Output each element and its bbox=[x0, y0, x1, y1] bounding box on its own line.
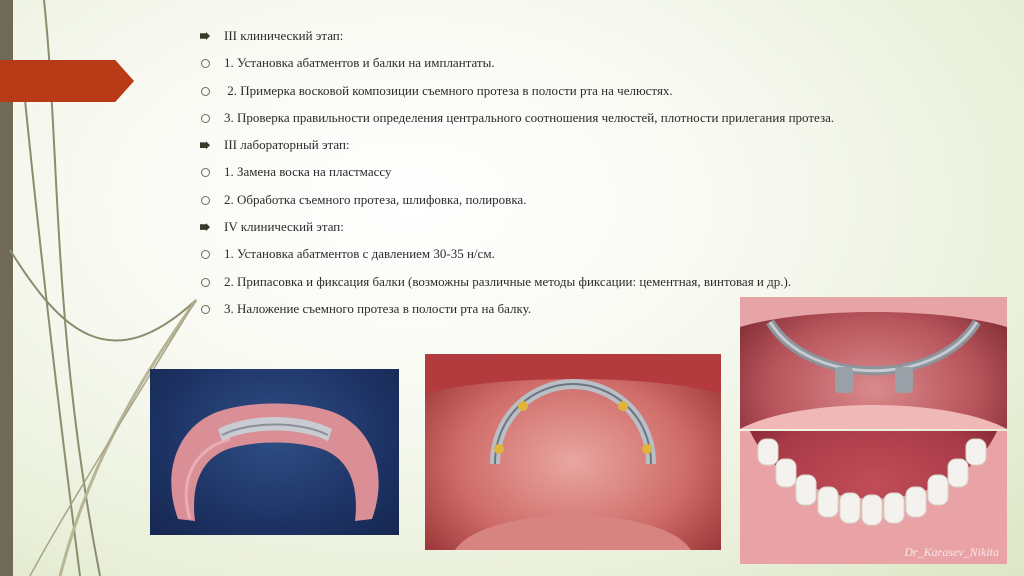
list-item-text: III лабораторный этап: bbox=[224, 137, 350, 153]
list-item bbox=[198, 27, 834, 54]
denture-with-bar-clip-photo bbox=[150, 369, 399, 535]
list-item bbox=[198, 191, 834, 218]
watermark-text: Dr_Karasev_Nikita bbox=[904, 545, 999, 559]
upper-jaw-bar-photo bbox=[425, 354, 721, 550]
list-item bbox=[198, 300, 834, 327]
bullet-list bbox=[198, 27, 834, 327]
list-item-text: 1. Установка абатментов и балки на имплантаты. bbox=[224, 55, 495, 71]
lower-jaw-bar-photo bbox=[740, 297, 1007, 429]
list-item bbox=[198, 82, 834, 109]
list-item bbox=[198, 218, 834, 245]
list-item-text: III клинический этап: bbox=[224, 28, 344, 43]
list-item-text: 2. Припасовка и фиксация балки (возможны различные методы фиксации: цементная, винтовая и др.). bbox=[224, 273, 792, 289]
list-item-text: 1. Установка абатментов с давлением 30-35 н/см. bbox=[224, 246, 495, 262]
list-item bbox=[198, 54, 834, 81]
list-item bbox=[198, 273, 834, 300]
list-item bbox=[198, 163, 834, 190]
list-item-text: 3. Наложение съемного протеза в полости рта на балку. bbox=[224, 300, 532, 316]
list-item-text: 1. Замена воска на пластмассу bbox=[224, 164, 392, 180]
list-item bbox=[198, 109, 834, 136]
list-item bbox=[198, 136, 834, 163]
accent-arrow-shape bbox=[0, 60, 134, 102]
list-item-text: 2. Обработка съемного протеза, шлифовка, полировка. bbox=[224, 191, 527, 207]
list-item bbox=[198, 245, 834, 272]
lower-jaw-denture-photo bbox=[740, 431, 1007, 564]
list-item-text: IV клинический этап: bbox=[224, 219, 344, 235]
list-item-text: 2. Примерка восковой композиции съемного протеза в полости рта на челюстях. bbox=[224, 82, 673, 98]
list-item-text: 3. Проверка правильности определения центрального соотношения челюстей, плотности прилегания протеза. bbox=[224, 109, 835, 125]
